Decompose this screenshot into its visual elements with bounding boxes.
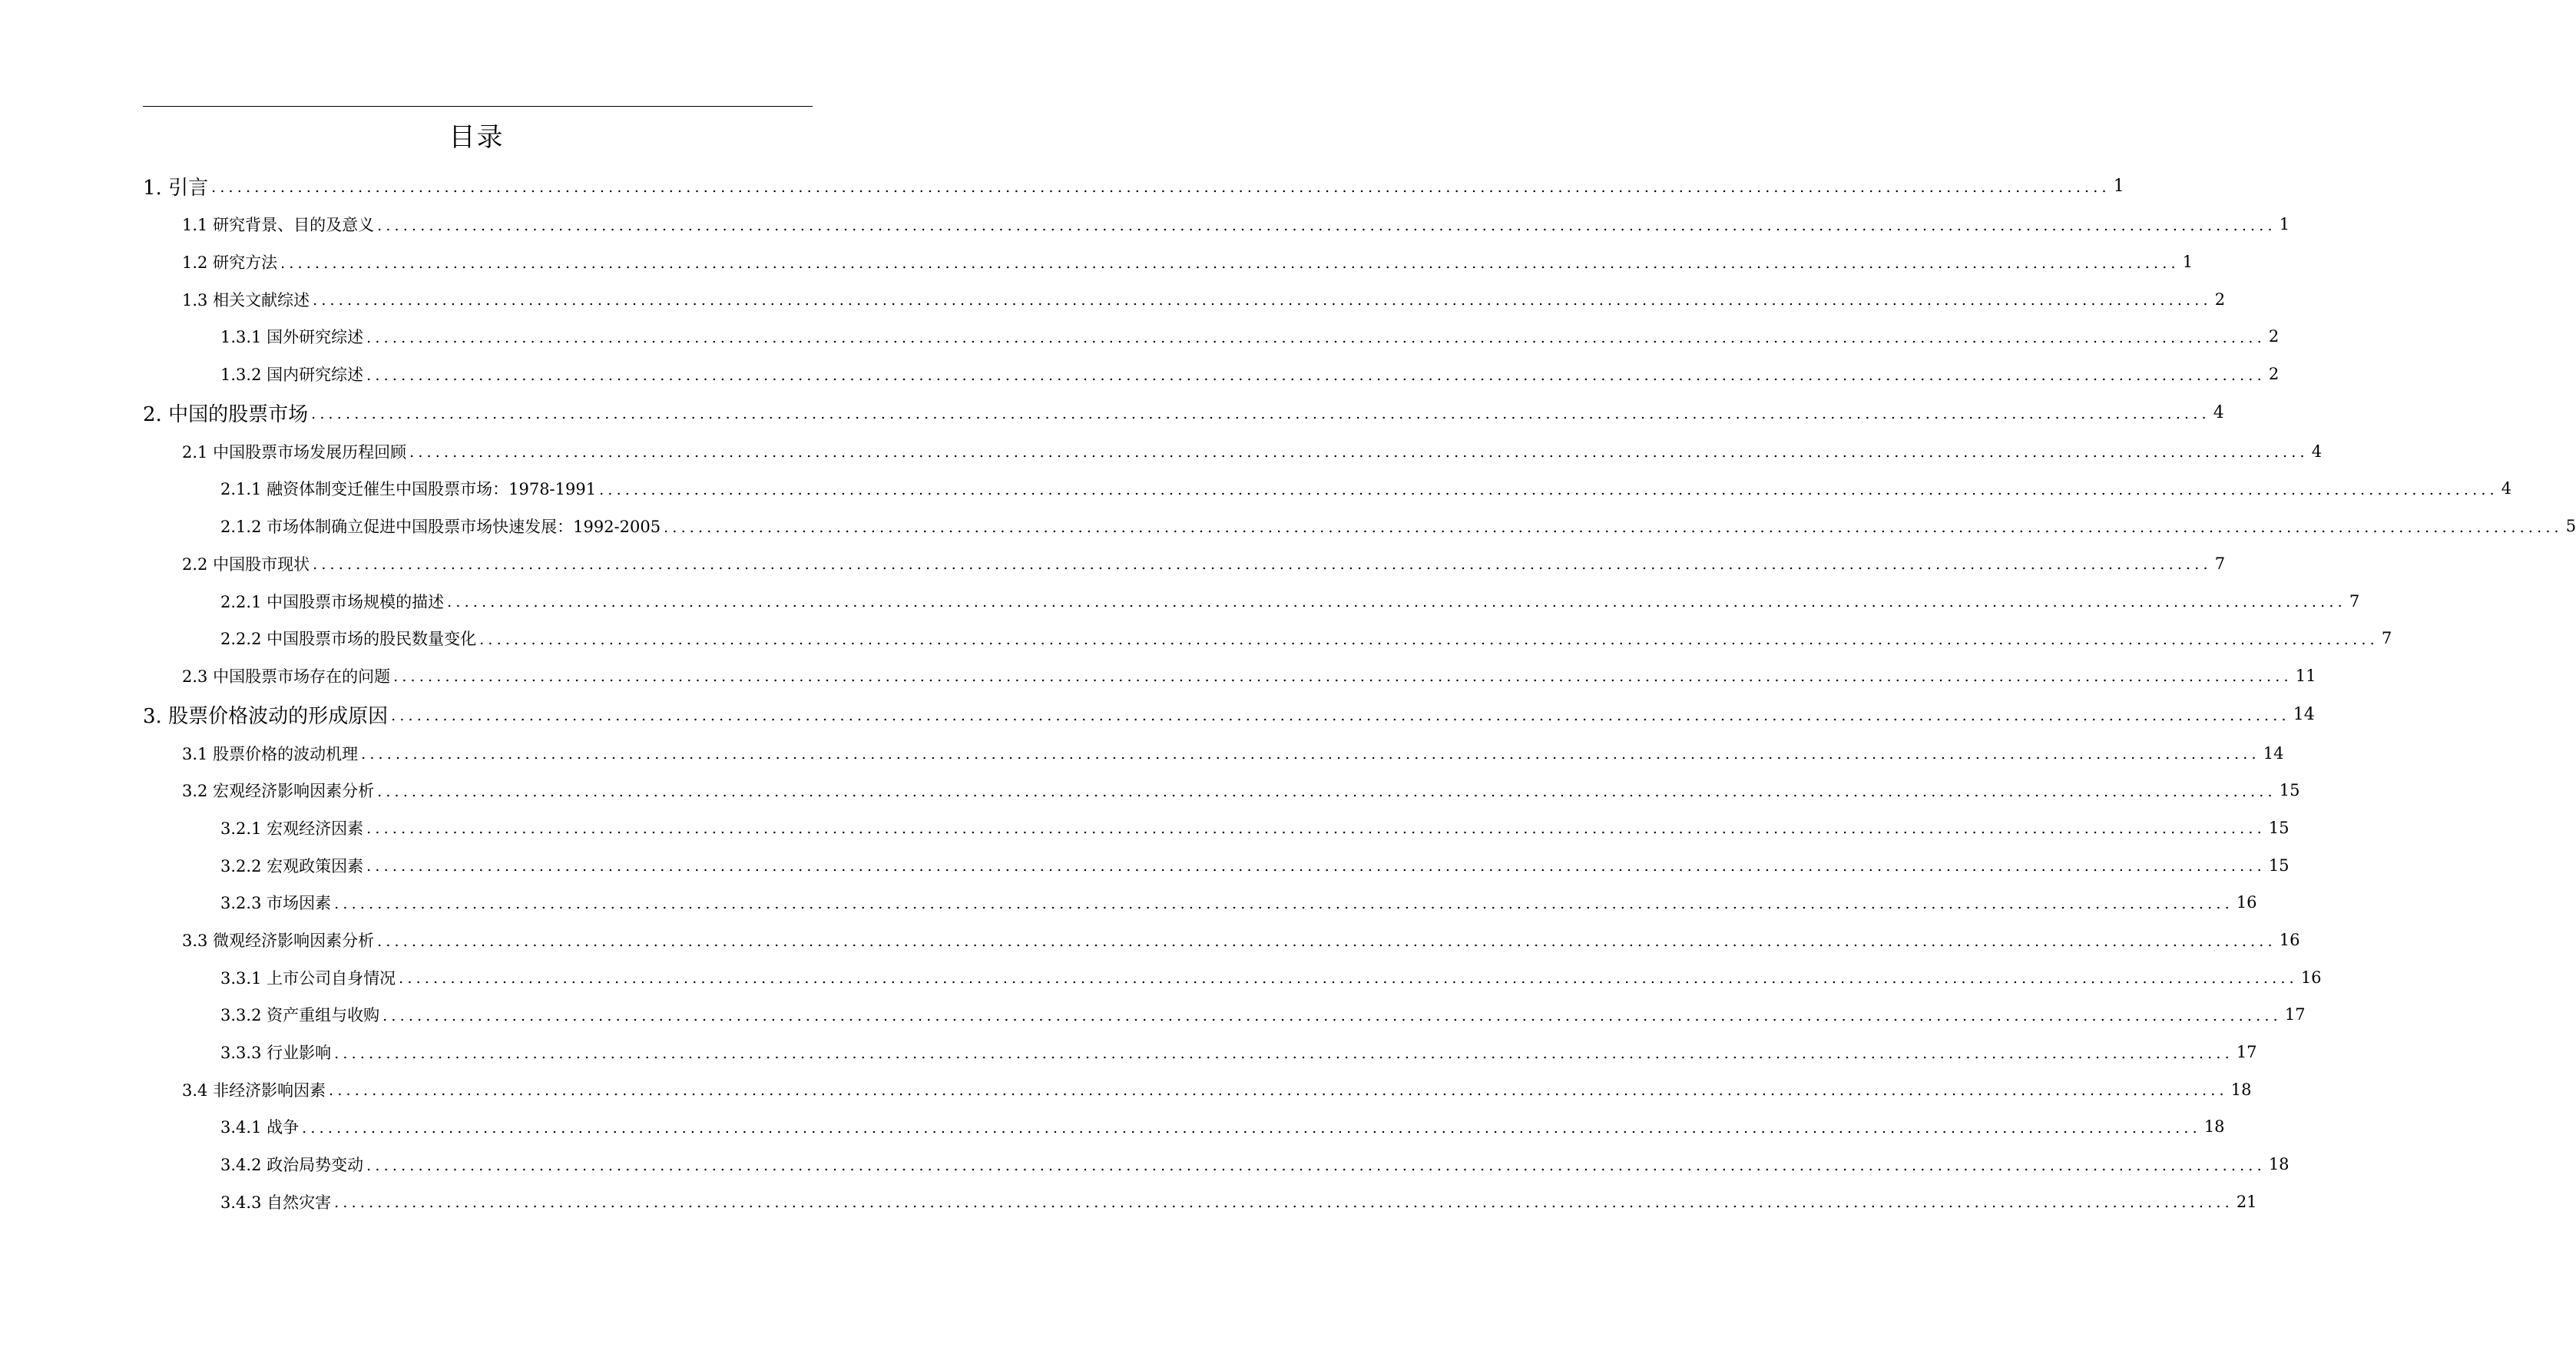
header-rule [143,106,813,107]
toc-entry-page-number: 2 [2268,365,2280,384]
toc-entry-page-number: 14 [2263,743,2284,763]
dot-leader: ............................................................................................................................................................................................................................ [361,746,2260,763]
toc-entry[interactable] [0,206,2290,243]
toc-entry[interactable] [0,772,2300,809]
toc-entry-title: 2. 中国的股票市场 [143,402,309,426]
toc-entry-page-number: 4 [2501,479,2512,498]
toc-entry-title: 1.2 研究方法 [182,253,278,273]
toc-entry-title: 1.3.2 国内研究综述 [220,366,364,385]
dot-leader: ............................................................................................................................................................................................................................ [366,858,2266,875]
toc-entry[interactable] [0,694,2315,734]
toc-entry-title: 1. 引言 [143,176,209,200]
toc-entry-page-number: 18 [2230,1080,2252,1099]
toc-entry[interactable] [0,958,2322,996]
toc-entry[interactable] [0,470,2512,508]
toc-entry[interactable] [0,545,2226,583]
dot-leader: ............................................................................................................................................................................................................................ [393,668,2293,686]
toc-entry-page-number: 15 [2279,781,2300,800]
dot-leader: ............................................................................................................................................................................................................................ [334,1044,2233,1062]
dot-leader: ............................................................................................................................................................................................................................ [313,556,2212,574]
toc-entry[interactable] [0,432,2323,470]
toc-entry-page-number: 21 [2236,1192,2257,1211]
dot-leader: ............................................................................................................................................................................................................................ [599,481,2498,498]
dot-leader: ............................................................................................................................................................................................................................ [313,292,2212,309]
toc-entry[interactable] [0,243,2194,281]
toc-entry-title: 3.3.1 上市公司自身情况 [220,968,396,988]
toc-entry[interactable] [0,1108,2225,1146]
dot-leader: ............................................................................................................................................................................................................................ [479,630,2379,648]
toc-entry-page-number: 1 [2182,253,2194,272]
toc-entry-title: 3.4.3 自然灾害 [220,1193,332,1212]
dot-leader: ............................................................................................................................................................................................................................ [377,932,2276,950]
toc-entry-page-number: 1 [2113,176,2124,196]
toc-entry[interactable] [0,318,2280,356]
toc-entry[interactable] [0,280,2226,318]
toc-entry-title: 2.2.2 中国股票市场的股民数量变化 [220,630,477,649]
toc-entry-title: 2.2.1 中国股票市场规模的描述 [220,592,445,611]
toc-entry-page-number: 7 [2381,629,2392,648]
dot-leader: ............................................................................................................................................................................................................................ [280,254,2180,272]
table-of-contents [0,166,2576,1220]
dot-leader: ............................................................................................................................................................................................................................ [409,444,2309,462]
toc-entry-title: 3.2 宏观经济影响因素分析 [182,782,375,801]
toc-entry-page-number: 15 [2268,818,2290,837]
toc-entry[interactable] [0,809,2290,847]
toc-entry-title: 2.1 中国股票市场发展历程回顾 [182,442,407,462]
dot-leader: ............................................................................................................................................................................................................................ [334,895,2233,912]
dot-leader: ............................................................................................................................................................................................................................ [366,1157,2266,1174]
toc-entry-page-number: 2 [2214,290,2226,309]
toc-entry[interactable] [0,508,2576,545]
toc-entry-page-number: 16 [2236,893,2257,912]
toc-entry-page-number: 4 [2213,402,2224,422]
toc-entry-title: 3.4.1 战争 [220,1118,300,1137]
toc-entry-page-number: 2 [2268,327,2280,346]
toc-entry-title: 2.1.2 市场体制确立促进中国股票市场快速发展：1992-2005 [220,518,661,537]
toc-entry-title: 3.2.3 市场因素 [220,894,332,913]
toc-entry-page-number: 5 [2565,517,2576,536]
dot-leader: ............................................................................................................................................................................................................................ [334,1194,2233,1212]
toc-entry-title: 3.4 非经济影响因素 [182,1081,326,1100]
toc-entry-title: 2.3 中国股票市场存在的问题 [182,667,391,686]
dot-leader: ............................................................................................................................................................................................................................ [366,820,2266,838]
toc-entry-title: 3.4.2 政治局势变动 [220,1156,364,1175]
toc-entry[interactable] [0,884,2257,922]
toc-entry-title: 1.1 研究背景、目的及意义 [182,216,375,235]
dot-leader: ............................................................................................................................................................................................................................ [391,707,2290,724]
toc-entry-page-number: 17 [2236,1043,2257,1062]
dot-leader: ............................................................................................................................................................................................................................ [211,178,2111,196]
toc-entry[interactable] [0,582,2360,620]
toc-entry[interactable] [0,846,2290,884]
dot-leader: ............................................................................................................................................................................................................................ [366,329,2266,346]
toc-entry-page-number: 16 [2300,968,2322,987]
toc-entry-title: 3.3.2 资产重组与收购 [220,1006,380,1025]
toc-entry-title: 3.1 股票价格的波动机理 [182,744,359,763]
dot-leader: ............................................................................................................................................................................................................................ [664,518,2563,536]
dot-leader: ............................................................................................................................................................................................................................ [382,1007,2282,1024]
toc-entry[interactable] [0,620,2392,657]
toc-entry[interactable] [0,922,2300,959]
toc-entry-page-number: 11 [2295,666,2316,685]
page-title: 目录 [449,122,505,153]
toc-entry-page-number: 15 [2268,856,2290,875]
toc-entry-page-number: 18 [2204,1117,2225,1137]
toc-entry-title: 3.2.1 宏观经济因素 [220,819,364,838]
toc-entry-title: 1.3.1 国外研究综述 [220,328,364,347]
toc-entry[interactable] [0,356,2280,393]
toc-entry-title: 3. 股票价格波动的形成原因 [143,704,389,728]
toc-entry-title: 1.3 相关文献综述 [182,290,310,309]
toc-entry[interactable] [0,166,2124,206]
toc-entry-title: 3.3 微观经济影响因素分析 [182,932,375,951]
dot-leader: ............................................................................................................................................................................................................................ [311,405,2210,422]
toc-entry[interactable] [0,734,2284,772]
toc-entry[interactable] [0,1183,2257,1221]
toc-entry[interactable] [0,657,2316,695]
toc-entry[interactable] [0,1146,2290,1183]
toc-entry-title: 2.2 中国股市现状 [182,554,310,574]
dot-leader: ............................................................................................................................................................................................................................ [366,366,2266,384]
dot-leader: ............................................................................................................................................................................................................................ [447,594,2346,611]
dot-leader: ............................................................................................................................................................................................................................ [399,970,2298,988]
toc-entry[interactable] [0,392,2224,432]
dot-leader: ............................................................................................................................................................................................................................ [377,783,2276,800]
toc-entry-page-number: 1 [2279,215,2290,234]
toc-entry-page-number: 17 [2284,1005,2306,1024]
dot-leader: ............................................................................................................................................................................................................................ [302,1119,2201,1137]
toc-entry-page-number: 4 [2311,442,2323,461]
toc-entry-page-number: 14 [2293,704,2315,724]
toc-entry[interactable] [0,996,2306,1034]
toc-entry-title: 2.1.1 融资体制变迁催生中国股票市场：1978-1991 [220,480,597,499]
toc-entry[interactable] [0,1034,2257,1071]
toc-entry-title: 3.2.2 宏观政策因素 [220,856,364,875]
toc-entry-page-number: 7 [2349,591,2360,611]
toc-entry-page-number: 18 [2268,1155,2290,1174]
toc-entry[interactable] [0,1071,2252,1108]
dot-leader: ............................................................................................................................................................................................................................ [329,1082,2228,1100]
dot-leader: ............................................................................................................................................................................................................................ [377,217,2276,234]
toc-entry-page-number: 16 [2279,931,2300,950]
toc-entry-title: 3.3.3 行业影响 [220,1044,332,1063]
toc-entry-page-number: 7 [2214,554,2226,573]
